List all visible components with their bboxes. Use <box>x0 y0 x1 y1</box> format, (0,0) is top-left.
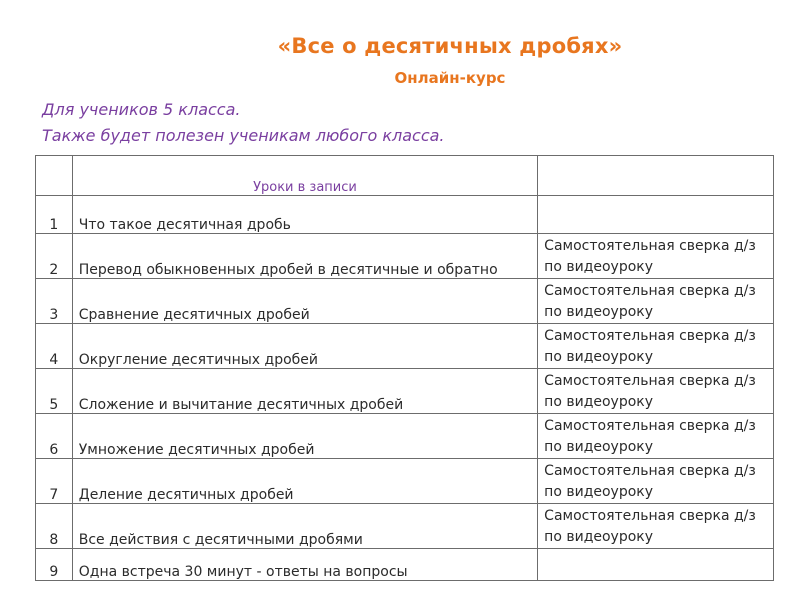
table-row <box>36 196 774 234</box>
table-row <box>36 504 774 549</box>
note-line-2: по видеоуроку <box>544 394 654 410</box>
table-row <box>36 459 774 504</box>
lesson-note <box>538 324 774 369</box>
lesson-note <box>538 279 774 324</box>
page-subtitle: Онлайн-курс <box>394 69 506 87</box>
header-num-cell <box>36 156 73 196</box>
note-line-1: Самостоятельная сверка д/з <box>544 508 756 524</box>
page-title: «Все о десятичных дробях» <box>277 34 623 58</box>
note-line-1: Самостоятельная сверка д/з <box>544 283 756 299</box>
table-row <box>36 279 774 324</box>
lesson-topic: Умножение десятичных дробей <box>72 414 537 459</box>
header-note-cell <box>538 156 774 196</box>
header-topic-cell: Уроки в записи <box>72 156 537 196</box>
audience-line-1: Для учеников 5 класса. <box>42 100 241 119</box>
lesson-note <box>538 504 774 549</box>
note-line-1: Самостоятельная сверка д/з <box>544 463 756 479</box>
lesson-note <box>538 234 774 279</box>
lesson-note <box>538 549 774 581</box>
note-line-2: по видеоуроку <box>544 484 654 500</box>
lesson-number: 1 <box>36 196 73 234</box>
lesson-topic: Все действия с десятичными дробями <box>72 504 537 549</box>
lesson-topic: Сравнение десятичных дробей <box>72 279 537 324</box>
table-row <box>36 414 774 459</box>
lesson-number: 8 <box>36 504 73 549</box>
lesson-topic: Сложение и вычитание десятичных дробей <box>72 369 537 414</box>
note-line-2: по видеоуроку <box>544 439 654 455</box>
note-line-2: по видеоуроку <box>544 529 654 545</box>
lesson-number: 7 <box>36 459 73 504</box>
lesson-topic: Округление десятичных дробей <box>72 324 537 369</box>
lesson-number: 4 <box>36 324 73 369</box>
note-line-1: Самостоятельная сверка д/з <box>544 238 756 254</box>
lesson-number: 9 <box>36 549 73 581</box>
table-row <box>36 549 774 581</box>
lesson-topic: Одна встреча 30 минут - ответы на вопросы <box>72 549 537 581</box>
lesson-number: 5 <box>36 369 73 414</box>
audience-line-2: Также будет полезен ученикам любого класса. <box>42 126 445 145</box>
lesson-note <box>538 459 774 504</box>
table-row <box>36 324 774 369</box>
lessons-table <box>35 155 774 581</box>
lesson-note <box>538 414 774 459</box>
lesson-topic: Перевод обыкновенных дробей в десятичные и обратно <box>72 234 537 279</box>
note-line-1: Самостоятельная сверка д/з <box>544 418 756 434</box>
table-row <box>36 369 774 414</box>
lesson-number: 6 <box>36 414 73 459</box>
lesson-number: 3 <box>36 279 73 324</box>
note-line-2: по видеоуроку <box>544 304 654 320</box>
lesson-topic: Что такое десятичная дробь <box>72 196 537 234</box>
lesson-note <box>538 369 774 414</box>
lesson-number: 2 <box>36 234 73 279</box>
lesson-note <box>538 196 774 234</box>
table-row <box>36 234 774 279</box>
note-line-2: по видеоуроку <box>544 259 654 275</box>
table-header-row <box>36 156 774 196</box>
audience-note <box>42 97 445 149</box>
note-line-1: Самостоятельная сверка д/з <box>544 328 756 344</box>
note-line-2: по видеоуроку <box>544 349 654 365</box>
lesson-topic: Деление десятичных дробей <box>72 459 537 504</box>
note-line-1: Самостоятельная сверка д/з <box>544 373 756 389</box>
